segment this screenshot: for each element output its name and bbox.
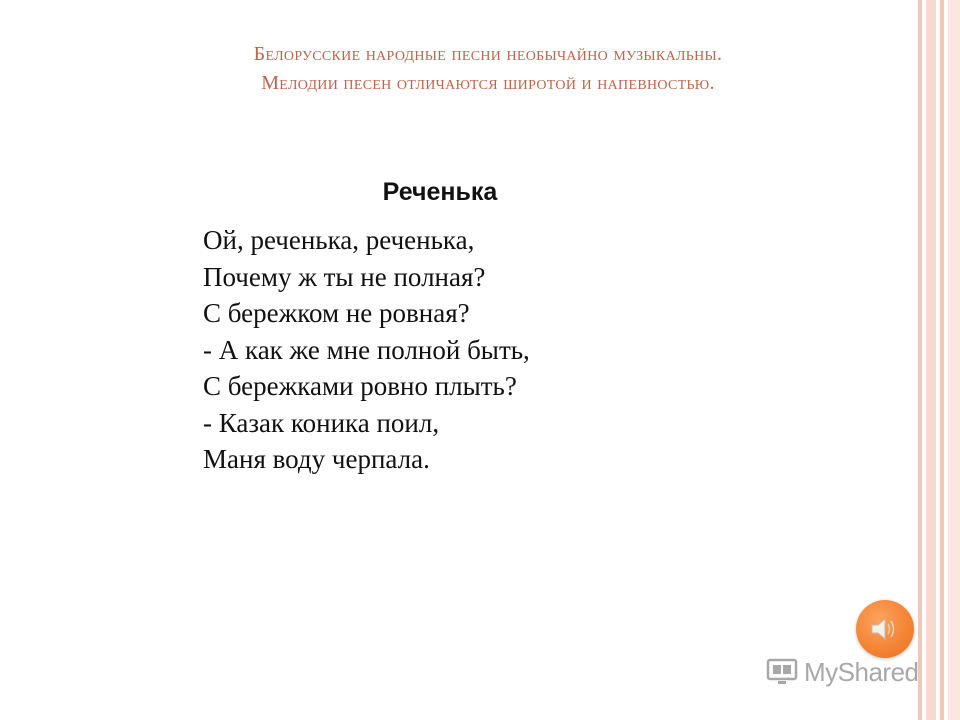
monitor-icon [766, 657, 800, 687]
lyric-line: С бережками ровно плыть? [203, 371, 517, 401]
lyric-line: Маня воду черпала. [203, 444, 430, 474]
audio-play-button[interactable] [856, 600, 914, 658]
lyric-line: - Казак коника поил, [203, 407, 440, 438]
decor-stripe [940, 0, 944, 720]
lyric-line: Почему ж ты не полная? [203, 261, 486, 292]
decor-stripe [926, 0, 936, 720]
decor-stripe [948, 0, 960, 720]
watermark-text: MyShared [804, 656, 919, 687]
heading-line-1: Белорусские народные песни необычайно музыкальны. [253, 43, 723, 65]
lyric-line: С бережком не ровная? [203, 298, 470, 328]
lyric-line: Ой, реченька, реченька, [203, 225, 475, 255]
speaker-icon [869, 614, 901, 644]
song-title: Реченька [382, 178, 498, 206]
decor-stripe [918, 0, 922, 720]
heading-line-2: Мелодии песен отличаются широтой и напевностью. [261, 72, 715, 94]
song-lyrics [203, 222, 530, 478]
watermark [766, 655, 919, 689]
slide-heading [88, 40, 888, 98]
lyric-line: - А как же мне полной быть, [203, 334, 530, 365]
